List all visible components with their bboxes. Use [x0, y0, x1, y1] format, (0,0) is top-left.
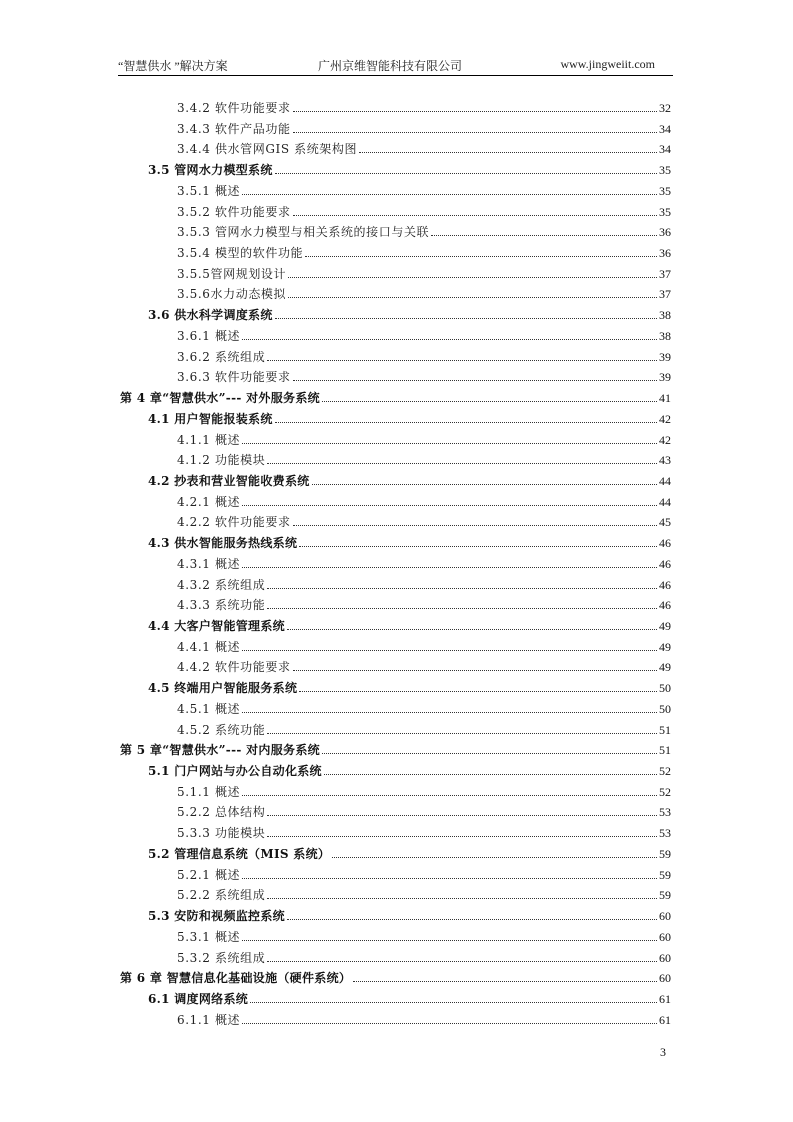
toc-dot-leader: [242, 712, 657, 713]
toc-entry-page: 45: [659, 515, 671, 530]
toc-entry-page: 50: [659, 681, 671, 696]
toc-entry-title: 3.5.6水力动态模拟: [177, 287, 287, 302]
toc-dot-leader: [242, 567, 657, 568]
toc-dot-leader: [293, 525, 657, 526]
toc-entry-title: 第 6 章 智慧信息化基础设施（硬件系统）: [120, 971, 352, 986]
toc-entry[interactable]: [177, 862, 671, 882]
toc-entry-title: 6.1 调度网络系统: [148, 991, 249, 1006]
toc-dot-leader: [287, 629, 657, 630]
toc-entry-page: 52: [659, 764, 671, 779]
toc-entry-page: 38: [659, 308, 671, 323]
toc-entry-title: 3.6.2 系统组成: [177, 349, 266, 364]
toc-entry-title: 4.1.2 功能模块: [177, 453, 266, 468]
toc-entry-page: 35: [659, 183, 671, 198]
toc-entry-page: 49: [659, 639, 671, 654]
toc-dot-leader: [287, 919, 657, 920]
toc-entry-title: 4.3.1 概述: [177, 556, 241, 571]
toc-entry[interactable]: [148, 986, 671, 1006]
toc-dot-leader: [242, 650, 657, 651]
toc-entry-title: 3.4.3 软件产品功能: [177, 121, 291, 136]
toc-entry-page: 38: [659, 328, 671, 343]
toc-entry-page: 41: [659, 391, 671, 406]
toc-entry-title: 5.2.2 总体结构: [177, 805, 266, 820]
toc-entry[interactable]: [177, 509, 671, 529]
toc-entry[interactable]: [177, 136, 671, 156]
toc-dot-leader: [267, 463, 657, 464]
toc-entry-title: 4.5.2 系统功能: [177, 722, 266, 737]
toc-dot-leader: [242, 940, 657, 941]
header-doc-title: “智慧供水 ”解决方案: [118, 59, 228, 73]
toc-dot-leader: [275, 173, 657, 174]
toc-entry-title: 4.2.1 概述: [177, 494, 241, 509]
toc-entry-page: 59: [659, 846, 671, 861]
toc-entry[interactable]: [177, 323, 671, 343]
toc-dot-leader: [242, 505, 657, 506]
toc-entry-page: 36: [659, 246, 671, 261]
toc-entry-page: 49: [659, 619, 671, 633]
toc-dot-leader: [242, 443, 657, 444]
toc-entry-page: 32: [659, 101, 671, 115]
toc-entry-page: 61: [659, 991, 671, 1006]
toc-dot-leader: [267, 360, 657, 361]
toc-entry-title: 4.5.1 概述: [177, 701, 241, 716]
toc-dot-leader: [332, 857, 657, 858]
toc-entry-title: 5.2.2 系统组成: [177, 888, 266, 903]
toc-entry[interactable]: [148, 157, 671, 177]
toc-entry[interactable]: [177, 799, 671, 819]
toc-dot-leader: [431, 235, 657, 236]
toc-entry-title: 4.5 终端用户智能服务系统: [148, 681, 298, 696]
toc-entry[interactable]: [177, 945, 671, 965]
toc-entry-page: 34: [659, 142, 671, 157]
toc-dot-leader: [242, 194, 657, 195]
toc-entry-page: 42: [659, 432, 671, 447]
toc-entry[interactable]: [177, 281, 671, 301]
toc-entry-page: 44: [659, 473, 671, 488]
toc-dot-leader: [293, 380, 657, 381]
toc-dot-leader: [305, 256, 657, 257]
toc-entry[interactable]: [177, 820, 671, 840]
toc-entry-page: 53: [659, 805, 671, 820]
toc-dot-leader: [359, 152, 657, 153]
toc-entry-page: 44: [659, 494, 671, 509]
toc-entry[interactable]: [177, 489, 671, 509]
toc-entry-title: 第 4 章“智慧供水”--- 对外服务系统: [120, 391, 320, 406]
toc-entry[interactable]: [148, 530, 671, 550]
toc-entry[interactable]: [148, 406, 671, 426]
toc-entry[interactable]: [177, 447, 671, 467]
toc-entry-title: 3.4.4 供水管网GIS 系统架构图: [177, 142, 358, 157]
toc-dot-leader: [293, 111, 657, 112]
toc-dot-leader: [242, 795, 657, 796]
toc-entry-page: 51: [659, 722, 671, 737]
toc-entry[interactable]: [177, 261, 671, 281]
toc-entry-page: 46: [659, 577, 671, 592]
toc-entry-page: 46: [659, 536, 671, 551]
toc-entry-page: 39: [659, 370, 671, 385]
toc-entry[interactable]: [148, 468, 671, 488]
toc-entry-page: 50: [659, 701, 671, 716]
toc-entry-page: 52: [659, 784, 671, 799]
toc-entry-title: 5.1 门户网站与办公自动化系统: [148, 764, 322, 779]
toc-entry[interactable]: [120, 737, 671, 757]
toc-entry-title: 4.3 供水智能服务热线系统: [148, 536, 298, 551]
toc-entry-title: 3.5.4 模型的软件功能: [177, 246, 304, 261]
header-website: www.jingweiit.com: [560, 57, 655, 71]
header-company: 广州京维智能科技有限公司: [318, 59, 463, 73]
toc-entry[interactable]: [148, 841, 671, 861]
toc-dot-leader: [293, 215, 657, 216]
toc-entry[interactable]: [177, 219, 671, 239]
toc-entry-page: 46: [659, 556, 671, 571]
toc-dot-leader: [299, 691, 657, 692]
toc-entry-title: 3.4.2 软件功能要求: [177, 101, 291, 115]
toc-entry[interactable]: [177, 344, 671, 364]
toc-entry[interactable]: [177, 696, 671, 716]
toc-entry-title: 4.3.3 系统功能: [177, 598, 266, 613]
toc-dot-leader: [242, 1023, 657, 1024]
toc-entry-title: 3.5.3 管网水力模型与相关系统的接口与关联: [177, 225, 430, 240]
toc-entry-page: 37: [659, 266, 671, 281]
toc-entry-page: 59: [659, 888, 671, 903]
toc-entry-page: 60: [659, 909, 671, 924]
toc-entry-title: 5.1.1 概述: [177, 784, 241, 799]
toc-entry[interactable]: [177, 551, 671, 571]
toc-entry-title: 4.1.1 概述: [177, 432, 241, 447]
toc-entry[interactable]: [148, 302, 671, 322]
page-number: 3: [660, 1045, 666, 1059]
toc-entry-title: 5.3 安防和视频监控系统: [148, 909, 285, 924]
toc-entry-title: 3.5.1 概述: [177, 183, 241, 198]
toc-entry[interactable]: [177, 572, 671, 592]
toc-entry-title: 4.1 用户智能报装系统: [148, 411, 273, 426]
toc-entry-page: 53: [659, 826, 671, 841]
toc-entry[interactable]: [177, 592, 671, 612]
toc-entry-page: 60: [659, 929, 671, 944]
toc-dot-leader: [267, 961, 657, 962]
toc-dot-leader: [267, 608, 657, 609]
toc-entry-title: 5.2.1 概述: [177, 867, 241, 882]
toc-dot-leader: [250, 1002, 657, 1003]
toc-entry-title: 5.3.1 概述: [177, 929, 241, 944]
toc-entry-title: 第 5 章“智慧供水”--- 对内服务系统: [120, 743, 320, 758]
toc-entry-title: 3.5.2 软件功能要求: [177, 204, 291, 219]
toc-entry[interactable]: [148, 675, 671, 695]
toc-dot-leader: [312, 484, 657, 485]
toc-entry[interactable]: [120, 385, 671, 405]
toc-entry-title: 3.6.1 概述: [177, 328, 241, 343]
toc-entry-page: 60: [659, 971, 671, 986]
toc-entry[interactable]: [177, 364, 671, 384]
toc-entry-title: 4.4.2 软件功能要求: [177, 660, 291, 675]
toc-entry-title: 4.2 抄表和营业智能收费系统: [148, 473, 310, 488]
toc-entry[interactable]: [177, 116, 671, 136]
toc-dot-leader: [288, 297, 657, 298]
toc-entry[interactable]: [177, 95, 671, 115]
toc-entry[interactable]: [177, 178, 671, 198]
toc-dot-leader: [322, 401, 657, 402]
toc-dot-leader: [267, 836, 657, 837]
toc-entry-page: 61: [659, 1012, 671, 1027]
toc-dot-leader: [324, 774, 657, 775]
toc-dot-leader: [275, 318, 657, 319]
toc-entry-title: 5.3.2 系统组成: [177, 950, 266, 965]
toc-entry[interactable]: [177, 924, 671, 944]
toc-entry[interactable]: [177, 1007, 671, 1027]
toc-entry-title: 5.2 管理信息系统（MIS 系统）: [148, 846, 331, 861]
toc-entry-title: 4.3.2 系统组成: [177, 577, 266, 592]
toc-dot-leader: [267, 898, 657, 899]
toc-entry[interactable]: [177, 882, 671, 902]
toc-entry-title: 3.6 供水科学调度系统: [148, 308, 273, 323]
toc-entry-page: 36: [659, 225, 671, 240]
toc-dot-leader: [242, 339, 657, 340]
toc-entry-title: 3.5.5管网规划设计: [177, 266, 287, 281]
toc-entry-page: 37: [659, 287, 671, 302]
toc-entry[interactable]: [177, 427, 671, 447]
toc-entry[interactable]: [177, 240, 671, 260]
toc-entry-title: 4.4.1 概述: [177, 639, 241, 654]
toc-entry-title: 4.2.2 软件功能要求: [177, 515, 291, 530]
toc-dot-leader: [267, 815, 657, 816]
toc-dot-leader: [275, 422, 657, 423]
toc-dot-leader: [293, 670, 657, 671]
toc-entry-page: 59: [659, 867, 671, 882]
toc-entry-page: 35: [659, 163, 671, 178]
toc-dot-leader: [299, 546, 657, 547]
toc-entry-page: 39: [659, 349, 671, 364]
toc-entry-title: 3.5 管网水力模型系统: [148, 163, 273, 178]
toc-dot-leader: [288, 277, 657, 278]
toc-dot-leader: [293, 132, 657, 133]
toc-entry[interactable]: [177, 199, 671, 219]
toc-entry-page: 51: [659, 743, 671, 758]
toc-dot-leader: [353, 981, 657, 982]
toc-entry-page: 46: [659, 598, 671, 613]
toc-dot-leader: [267, 733, 657, 734]
toc-dot-leader: [242, 878, 657, 879]
toc-entry[interactable]: [148, 613, 671, 633]
toc-entry-page: 49: [659, 660, 671, 675]
toc-entry-title: 6.1.1 概述: [177, 1012, 241, 1027]
toc-entry-page: 34: [659, 121, 671, 136]
toc-entry[interactable]: [177, 717, 671, 737]
toc-dot-leader: [322, 753, 657, 754]
toc-entry[interactable]: [120, 965, 671, 985]
toc-entry-title: 4.4 大客户智能管理系统: [148, 619, 285, 633]
toc-entry[interactable]: [177, 654, 671, 674]
toc-entry[interactable]: [148, 758, 671, 778]
toc-entry[interactable]: [177, 779, 671, 799]
toc-entry-page: 60: [659, 950, 671, 965]
toc-entry[interactable]: [148, 903, 671, 923]
toc-entry-page: 35: [659, 204, 671, 219]
toc-entry[interactable]: [177, 634, 671, 654]
toc-entry-page: 43: [659, 453, 671, 468]
toc-entry-title: 3.6.3 软件功能要求: [177, 370, 291, 385]
toc-entry-page: 42: [659, 411, 671, 426]
toc-dot-leader: [267, 588, 657, 589]
toc-entry-title: 5.3.3 功能模块: [177, 826, 266, 841]
